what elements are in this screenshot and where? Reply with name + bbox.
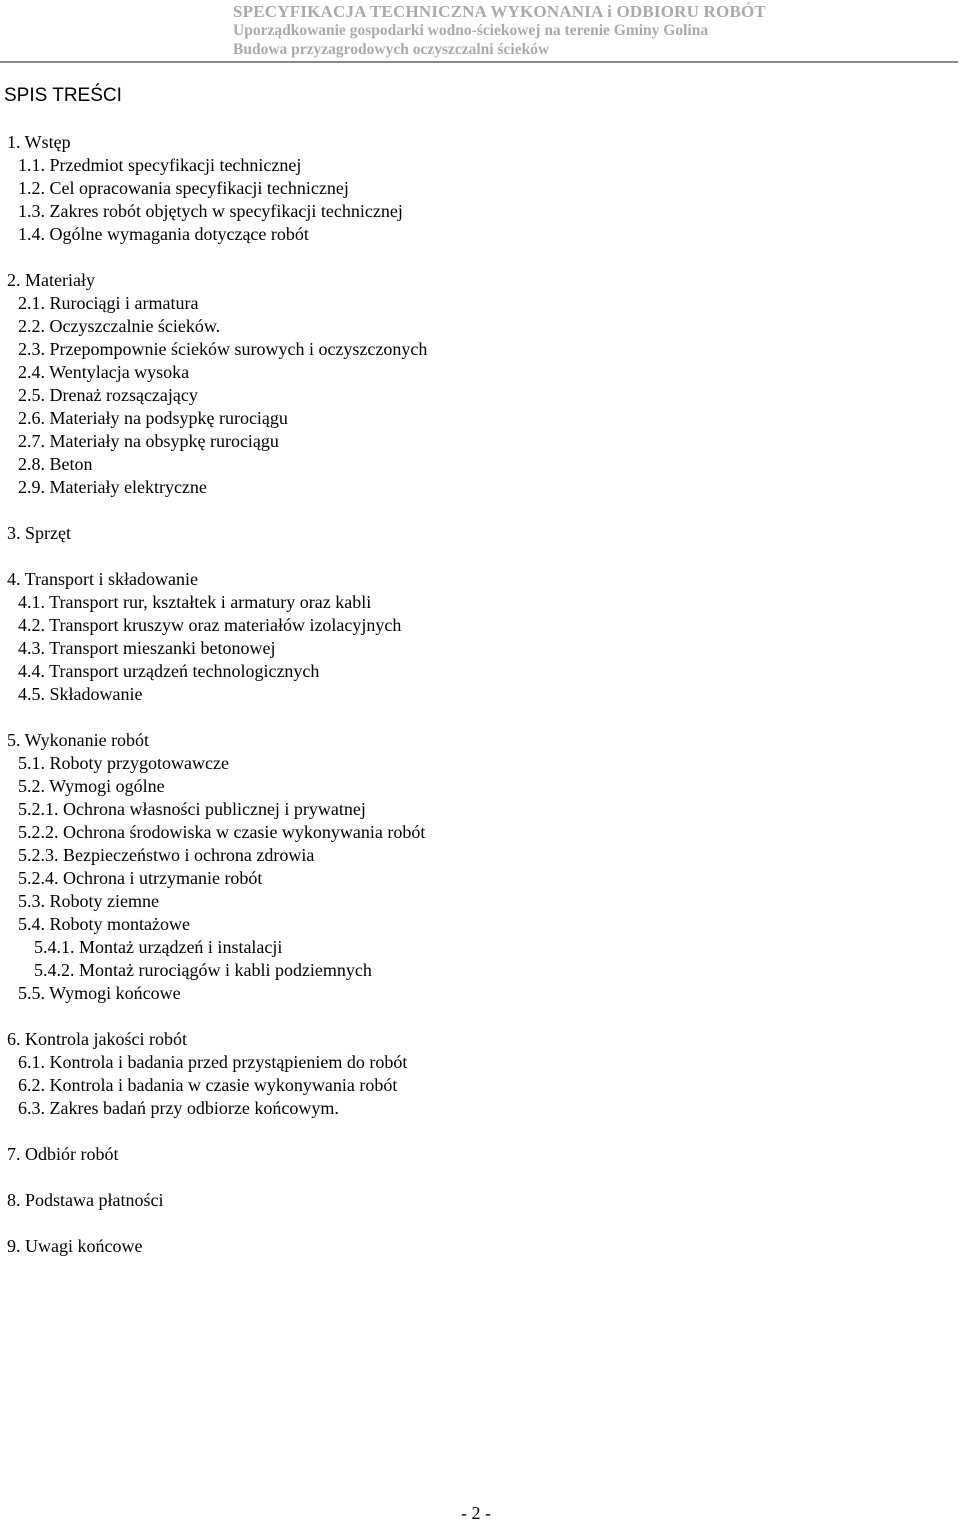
toc-section [0, 131, 940, 246]
toc-section-heading: 1. Wstęp [7, 132, 71, 152]
toc-entry: 4.3. Transport mieszanki betonowej [18, 638, 276, 658]
toc-entry: 2.3. Przepompownie ścieków surowych i oczyszczonych [18, 339, 428, 359]
toc-section-heading: 3. Sprzęt [7, 523, 71, 543]
toc-entry: 1.2. Cel opracowania specyfikacji technicznej [18, 178, 349, 198]
page-number: - 2 - [461, 1503, 491, 1523]
toc-entry: 5.3. Roboty ziemne [18, 891, 159, 911]
toc-entry: 2.2. Oczyszczalnie ścieków. [18, 316, 221, 336]
toc-section-heading: 6. Kontrola jakości robót [7, 1029, 187, 1049]
document-header [233, 2, 813, 59]
toc-section [0, 269, 940, 499]
toc-entry: 5.2.2. Ochrona środowiska w czasie wykonywania robót [18, 822, 426, 842]
toc-section [0, 522, 940, 545]
toc-section [0, 568, 940, 706]
toc-entry: 4.1. Transport rur, kształtek i armatury oraz kabli [18, 592, 372, 612]
toc-entry: 4.5. Składowanie [18, 684, 143, 704]
toc-entry: 5.2.3. Bezpieczeństwo i ochrona zdrowia [18, 845, 315, 865]
toc-section-heading: 7. Odbiór robót [7, 1144, 119, 1164]
header-title: SPECYFIKACJA TECHNICZNA WYKONANIA i ODBIORU ROBÓT [233, 2, 766, 21]
toc-entry: 1.3. Zakres robót objętych w specyfikacji technicznej [18, 201, 403, 221]
toc-section [0, 1189, 940, 1212]
toc-section [0, 729, 940, 1005]
toc-title: SPIS TREŚCI [4, 85, 122, 106]
toc-section-heading: 5. Wykonanie robót [7, 730, 150, 750]
toc-entry: 4.4. Transport urządzeń technologicznych [18, 661, 320, 681]
toc-entry: 5.5. Wymogi końcowe [18, 983, 181, 1003]
toc-section-heading: 4. Transport i składowanie [7, 569, 198, 589]
header-subproject: Budowa przyzagrodowych oczyszczalni ścieków [233, 41, 550, 58]
toc-entry: 5.4.1. Montaż urządzeń i instalacji [34, 937, 283, 957]
toc-section-heading: 9. Uwagi końcowe [7, 1236, 143, 1256]
toc-entry: 5.1. Roboty przygotowawcze [18, 753, 229, 773]
toc-entry: 4.2. Transport kruszyw oraz materiałów izolacyjnych [18, 615, 402, 635]
toc-section [0, 1028, 940, 1120]
toc-entry: 5.2.4. Ochrona i utrzymanie robót [18, 868, 263, 888]
toc-entry: 6.2. Kontrola i badania w czasie wykonywania robót [18, 1075, 398, 1095]
toc-section-heading: 2. Materiały [7, 270, 95, 290]
table-of-contents [0, 131, 940, 1281]
toc-section [0, 1143, 940, 1166]
toc-entry: 2.9. Materiały elektryczne [18, 477, 207, 497]
toc-entry: 2.4. Wentylacja wysoka [18, 362, 190, 382]
toc-entry: 6.3. Zakres badań przy odbiorze końcowym. [18, 1098, 339, 1118]
toc-entry: 5.4.2. Montaż rurociągów i kabli podziemnych [34, 960, 372, 980]
toc-entry: 2.7. Materiały na obsypkę rurociągu [18, 431, 279, 451]
toc-entry: 2.8. Beton [18, 454, 93, 474]
toc-entry: 1.1. Przedmiot specyfikacji technicznej [18, 155, 302, 175]
toc-entry: 5.2.1. Ochrona własności publicznej i prywatnej [18, 799, 366, 819]
toc-entry: 2.5. Drenaż rozsączający [18, 385, 198, 405]
header-divider [0, 61, 958, 63]
toc-section [0, 1235, 940, 1258]
toc-section-heading: 8. Podstawa płatności [7, 1190, 164, 1210]
toc-entry: 1.4. Ogólne wymagania dotyczące robót [18, 224, 309, 244]
toc-entry: 5.4. Roboty montażowe [18, 914, 190, 934]
toc-entry: 6.1. Kontrola i badania przed przystąpieniem do robót [18, 1052, 408, 1072]
toc-entry: 2.1. Rurociągi i armatura [18, 293, 199, 313]
toc-entry: 2.6. Materiały na podsypkę rurociągu [18, 408, 288, 428]
toc-entry: 5.2. Wymogi ogólne [18, 776, 165, 796]
header-project: Uporządkowanie gospodarki wodno-ściekowej na terenie Gminy Golina [233, 22, 709, 39]
